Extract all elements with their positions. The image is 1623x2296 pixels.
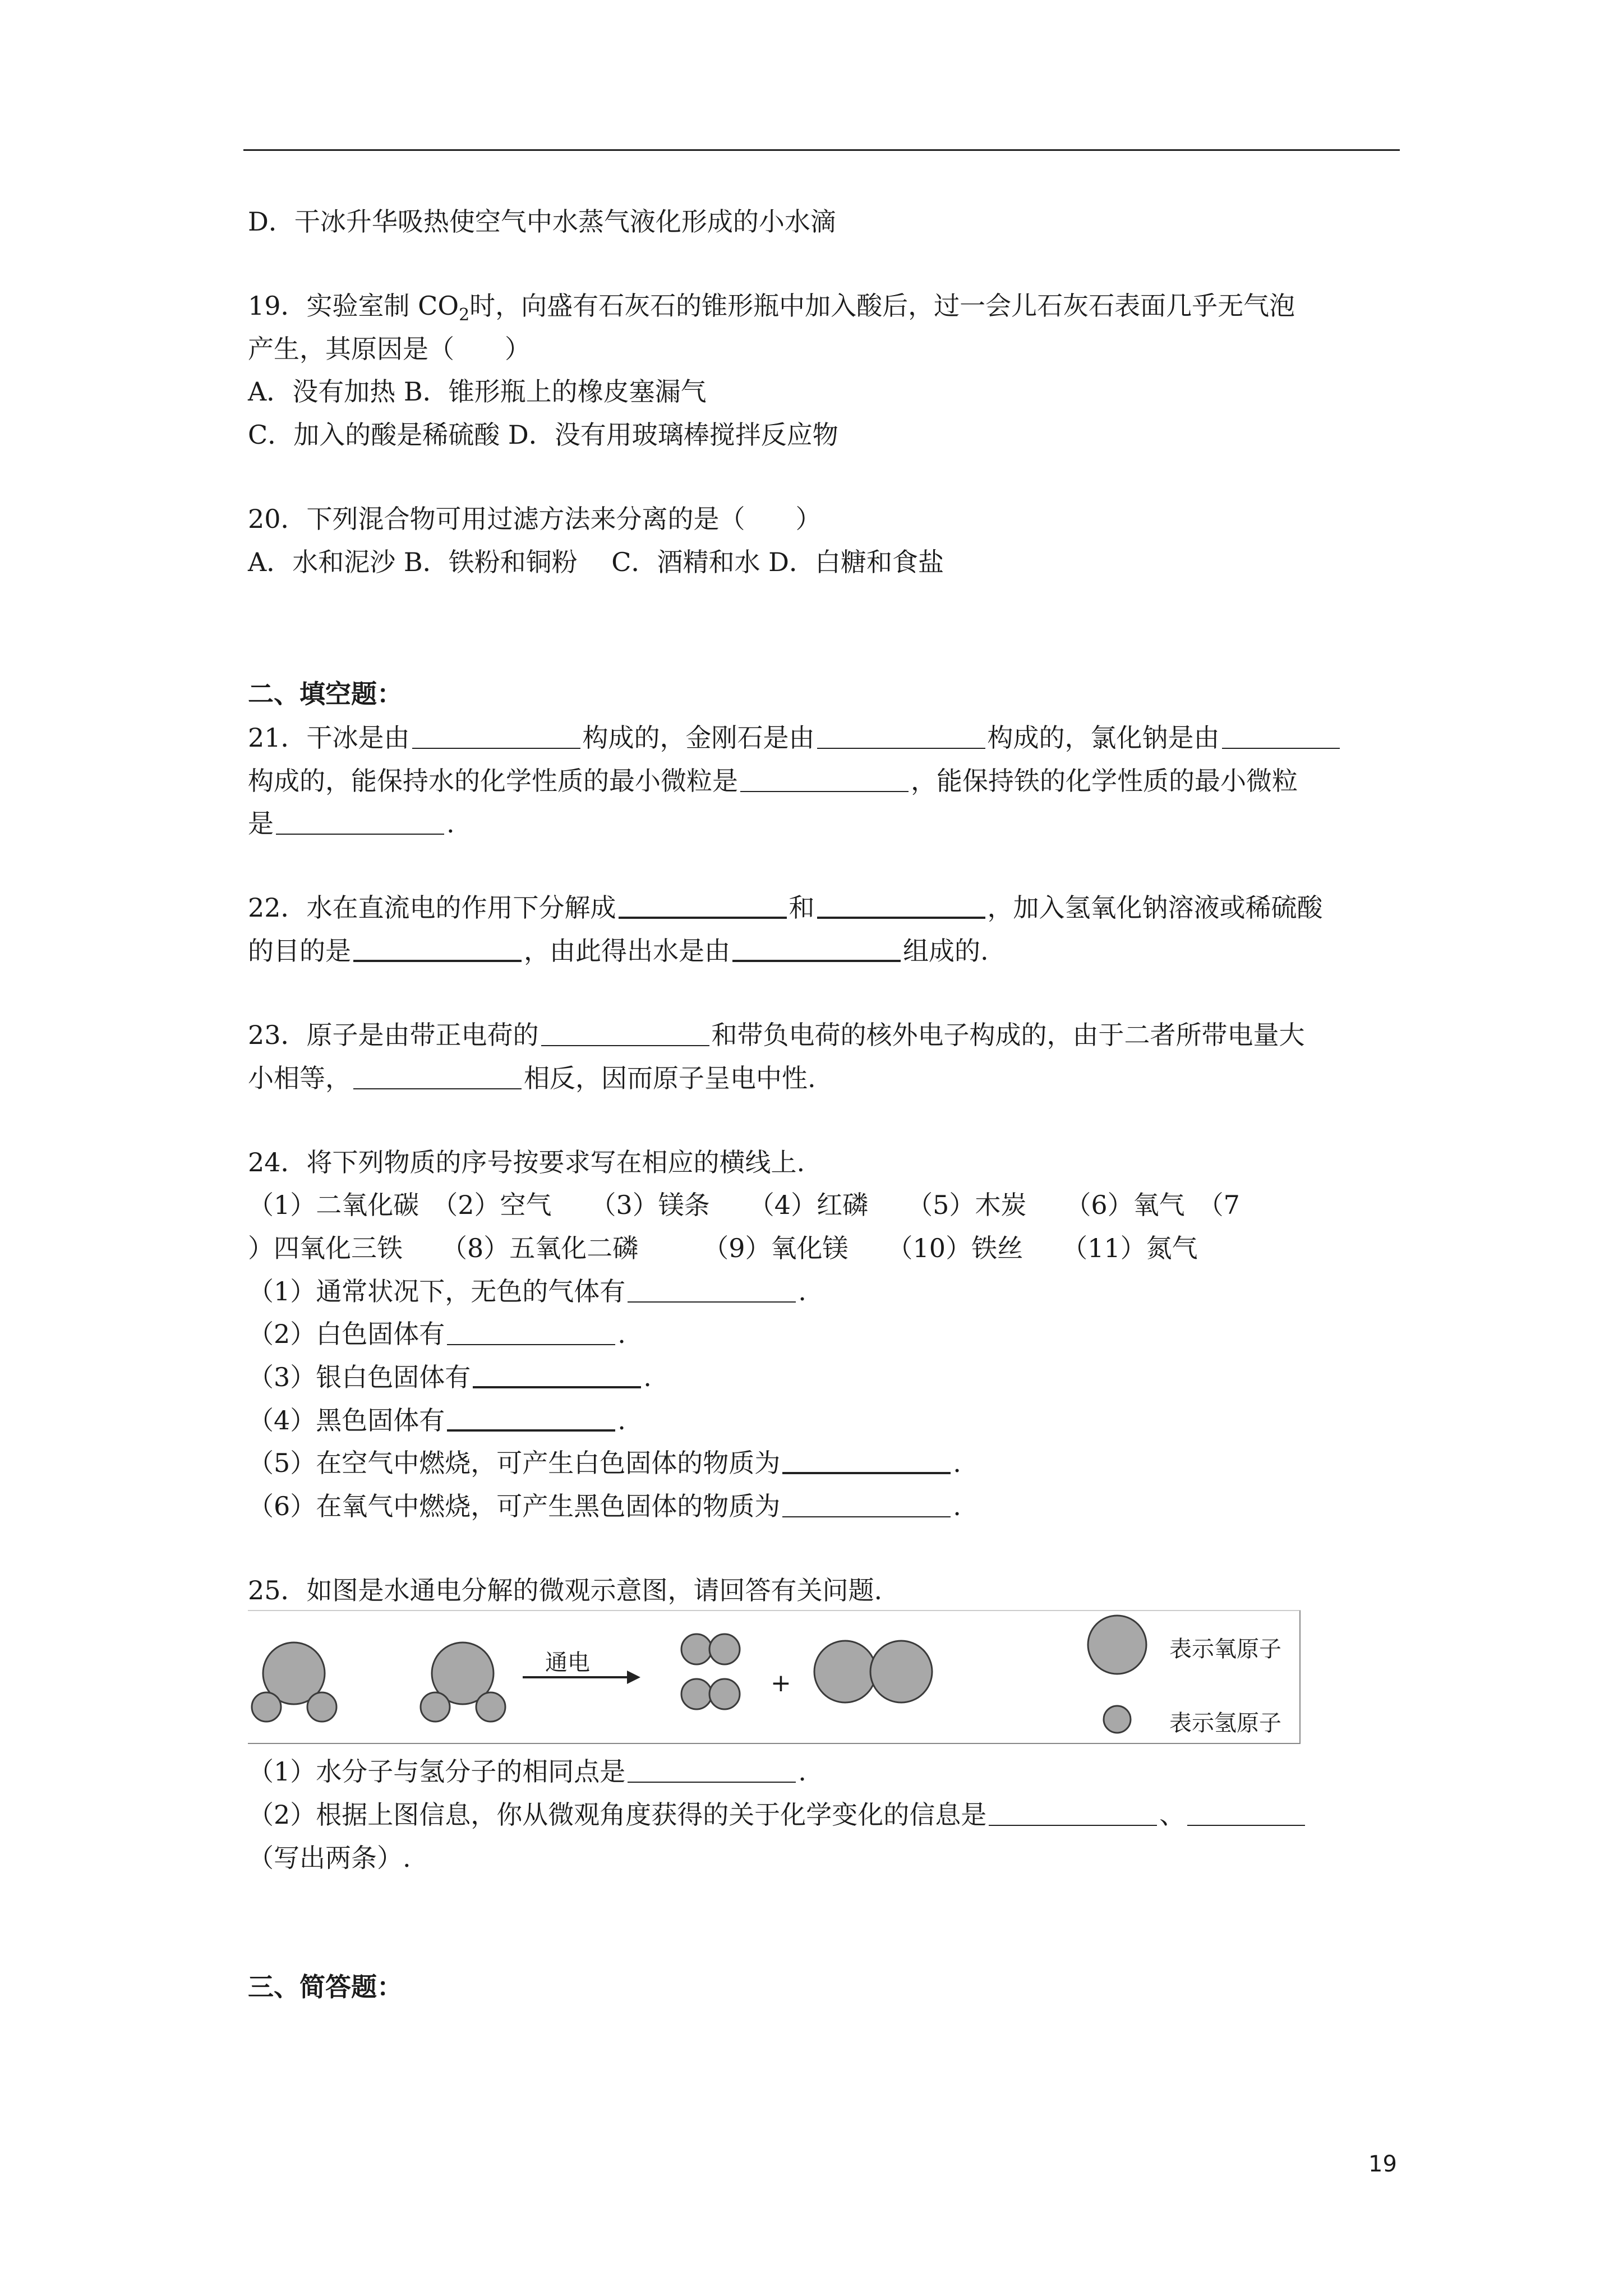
header-rule [243, 149, 1400, 151]
hydrogen-atom [476, 1692, 505, 1722]
hydrogen-atom [681, 1679, 712, 1709]
answer-blank [447, 1319, 615, 1345]
answer-blank [541, 1020, 709, 1046]
page-number: 19 [1368, 2151, 1397, 2177]
answer-blank [353, 1064, 522, 1089]
q19-stem-line2: 产生，其原因是（ ） [248, 334, 531, 364]
q20-stem: 20．下列混合物可用过滤方法来分离的是（ ） [248, 504, 822, 534]
answer-blank [1187, 1800, 1305, 1826]
legend-hydrogen-atom [1104, 1706, 1131, 1733]
water-electrolysis-diagram [248, 1610, 1302, 1745]
answer-blank [276, 809, 444, 835]
answer-blank [782, 1447, 951, 1474]
q24-sub-1: （1）通常状况下，无色的气体有 . [248, 1276, 806, 1306]
q25-sub-1: （1）水分子与氢分子的相同点是 . [248, 1756, 806, 1787]
answer-blank [740, 766, 909, 792]
hydrogen-molecule [681, 1634, 740, 1664]
q24-sub-5: （5）在空气中燃烧，可产生白色固体的物质为 . [248, 1448, 961, 1478]
q24-sub-3: （3）银白色固体有 . [248, 1362, 652, 1392]
q21-line1: 21．干冰是由 构成的，金刚石是由 构成的，氯化钠是由 [248, 721, 1342, 754]
q21-line2: 构成的，能保持水的化学性质的最小微粒是 ，能保持铁的化学性质的最小微粒 [248, 766, 1298, 796]
q22-line2: 的目的是 ，由此得出水是由 组成的. [248, 936, 989, 966]
q24-sub-6: （6）在氧气中燃烧，可产生黑色固体的物质为 . [248, 1491, 961, 1521]
section-3-title: 三、简答题： [248, 1972, 403, 2002]
q24-stem: 24．将下列物质的序号按要求写在相应的横线上. [248, 1147, 805, 1177]
hydrogen-atom [709, 1634, 740, 1664]
answer-blank [628, 1277, 796, 1303]
q20-options: A．水和泥沙 B．铁粉和铜粉 C．酒精和水 D．白糖和食盐 [248, 547, 944, 577]
q24-list-1: （1）二氧化碳 （2）空气 （3）镁条 （4）红磷 （5）木炭 （6）氧气 （7 [248, 1190, 1240, 1220]
q19-options-2: C．加入的酸是稀硫酸 D．没有用玻璃棒搅拌反应物 [248, 420, 838, 450]
oxygen-molecule [814, 1641, 932, 1703]
hydrogen-atom [709, 1679, 740, 1709]
water-molecule [252, 1642, 336, 1722]
answer-blank [1222, 723, 1340, 749]
answer-blank [817, 723, 985, 749]
hydrogen-atom [252, 1692, 281, 1722]
q21-line3: 是 . [248, 808, 455, 839]
answer-blank [817, 892, 985, 919]
answer-blank [732, 935, 901, 962]
arrow-label: 通电 [545, 1650, 590, 1676]
q24-sub-2: （2）白色固体有 . [248, 1319, 626, 1349]
q19-stem: 19．实验室制 $CO_2$时，向盛有石灰石的锥形瓶中加入酸后，过一会儿石灰石表面几乎无气泡 [248, 291, 1295, 325]
oxygen-atom [814, 1641, 876, 1703]
q24-sub-4: （4）黑色固体有 . [248, 1405, 626, 1435]
hydrogen-molecule [681, 1679, 740, 1709]
legend-hydrogen-label: 表示氢原子 [1169, 1710, 1281, 1736]
q24-list-2: ）四氧化三铁 （8）五氧化二磷 （9）氧化镁 （10）铁丝 （11）氮气 [248, 1233, 1198, 1263]
answer-blank [412, 723, 580, 749]
q25-stem: 25．如图是水通电分解的微观示意图，请回答有关问题. [248, 1575, 883, 1605]
legend-oxygen-atom [1088, 1616, 1146, 1674]
oxygen-atom [870, 1641, 932, 1703]
q25-sub-2: （2）根据上图信息，你从微观角度获得的关于化学变化的信息是 、 [248, 1798, 1307, 1832]
section-2-title: 二、填空题： [248, 679, 403, 709]
plus-sign: + [771, 1669, 791, 1697]
q18-option-d: D．干冰升华吸热使空气中水蒸气液化形成的小水滴 [248, 206, 836, 237]
q25-sub-2-note: （写出两条）. [248, 1843, 411, 1873]
hydrogen-atom [307, 1692, 336, 1722]
hydrogen-atom [681, 1634, 712, 1664]
answer-blank [447, 1405, 615, 1432]
q22-line1: 22．水在直流电的作用下分解成 和 ，加入氢氧化钠溶液或稀硫酸 [248, 892, 1323, 923]
answer-blank [628, 1757, 796, 1783]
q23-line1: 23．原子是由带正电荷的 和带负电荷的核外电子构成的，由于二者所带电量大 [248, 1020, 1305, 1050]
answer-blank [619, 892, 787, 919]
answer-blank [353, 935, 522, 962]
q19-options-1: A．没有加热 B．锥形瓶上的橡皮塞漏气 [248, 376, 707, 407]
water-molecule [421, 1642, 505, 1722]
legend-oxygen-label: 表示氧原子 [1169, 1636, 1281, 1662]
answer-blank [989, 1800, 1157, 1826]
q23-line2: 小相等， 相反，因而原子呈电中性. [248, 1063, 816, 1093]
answer-blank [473, 1361, 641, 1388]
hydrogen-atom [421, 1692, 450, 1722]
answer-blank [782, 1492, 951, 1517]
